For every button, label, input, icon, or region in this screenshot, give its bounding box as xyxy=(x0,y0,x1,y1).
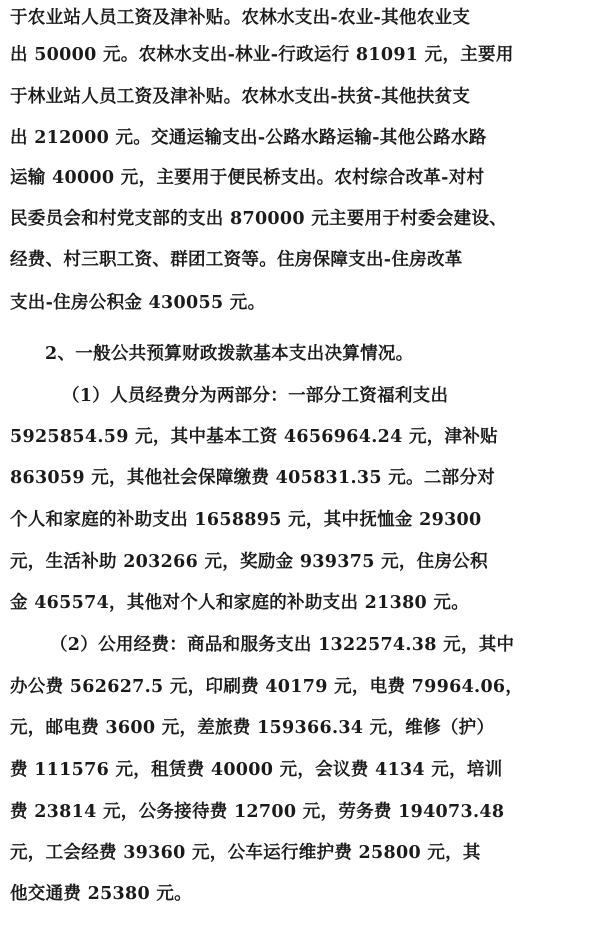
text-line: 经费、村三职工资、群团工资等。住房保障支出-住房改革 xyxy=(10,250,463,270)
text-line: 运输 40000 元，主要用于便民桥支出。农村综合改革-对村 xyxy=(10,168,485,188)
paragraph-heading: （1）人员经费分为两部分：一部分工资福利支出 xyxy=(62,386,449,406)
text-line: 5925854.59 元，其中基本工资 4656964.24 元，津补贴 xyxy=(10,427,498,447)
text-line: 出 212000 元。交通运输支出-公路水路运输-其他公路水路 xyxy=(10,128,487,148)
text-line: 出 50000 元。农林水支出-林业-行政运行 81091 元，主要用 xyxy=(10,45,514,65)
text-line: 元，生活补助 203266 元，奖励金 939375 元，住房公积 xyxy=(10,552,488,572)
text-line: 他交通费 25380 元。 xyxy=(10,884,192,904)
text-line: 元，工会经费 39360 元，公车运行维护费 25800 元，其 xyxy=(10,843,481,863)
text-line: 费 111576 元，租赁费 40000 元，会议费 4134 元，培训 xyxy=(10,760,503,780)
text-line: 支出-住房公积金 430055 元。 xyxy=(10,293,266,313)
text-line: 民委员会和村党支部的支出 870000 元主要用于村委会建设、 xyxy=(10,209,508,229)
text-line: 办公费 562627.5 元，印刷费 40179 元，电费 79964.06， xyxy=(10,677,524,697)
text-line: 费 23814 元，公务接待费 12700 元，劳务费 194073.48 xyxy=(10,802,505,822)
text-line: 于农业站人员工资及津补贴。农林水支出-农业-其他农业支 xyxy=(10,8,471,28)
text-line: 于林业站人员工资及津补贴。农林水支出-扶贫-其他扶贫支 xyxy=(10,87,471,107)
text-line: 元，邮电费 3600 元，差旅费 159366.34 元，维修（护） xyxy=(10,718,495,738)
text-line: 863059 元，其他社会保障缴费 405831.35 元。二部分对 xyxy=(10,468,496,488)
paragraph-heading: （2）公用经费：商品和服务支出 1322574.38 元，其中 xyxy=(50,635,515,655)
text-line: 个人和家庭的补助支出 1658895 元，其中抚恤金 29300 xyxy=(10,510,482,530)
section-heading: 2、一般公共预算财政拨款基本支出决算情况。 xyxy=(45,344,414,364)
text-line: 金 465574，其他对个人和家庭的补助支出 21380 元。 xyxy=(10,593,470,613)
